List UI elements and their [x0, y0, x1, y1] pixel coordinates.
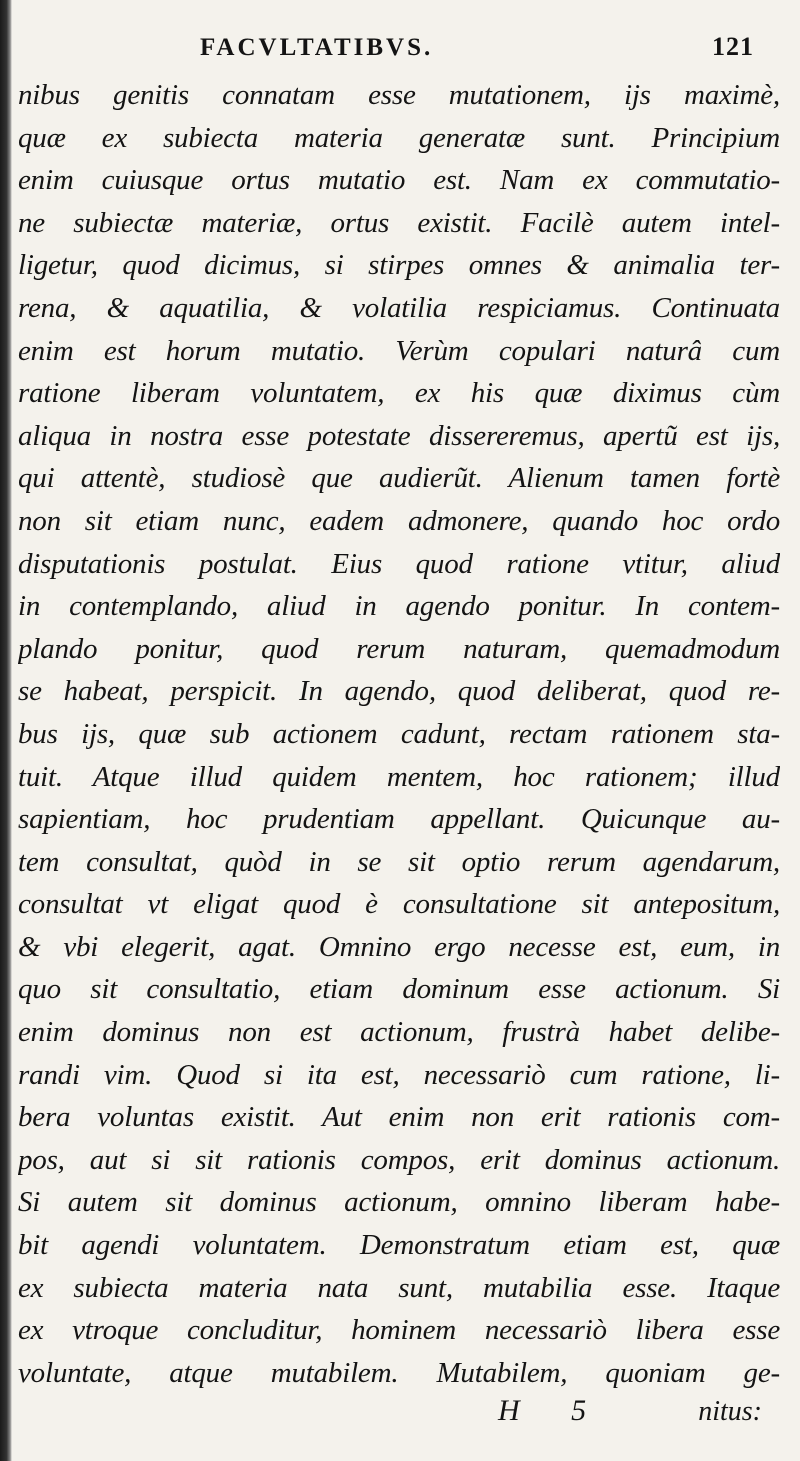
catchword: nitus:: [698, 1396, 762, 1428]
text-line: enim dominus non est actionum, frustrà habet delibe-: [18, 1016, 780, 1049]
text-line: ne subiectæ materiæ, ortus existit. Facilè autem intel-: [18, 206, 780, 239]
text-line: non sit etiam nunc, eadem admonere, quando hoc ordo: [18, 504, 780, 537]
text-line: bit agendi voluntatem. Demonstratum etiam est, quæ: [18, 1229, 780, 1262]
binding-shadow: [0, 0, 12, 1461]
text-line: tem consultat, quòd in se sit optio rerum agendarum,: [18, 845, 780, 878]
text-line: sapientiam, hoc prudentiam appellant. Quicunque au-: [18, 803, 780, 836]
text-line: randi vim. Quod si ita est, necessariò cum ratione, li-: [18, 1058, 780, 1091]
text-line: rena, & aquatilia, & volatilia respiciamus. Continuata: [18, 291, 780, 324]
signature-mark: H 5: [498, 1394, 609, 1428]
text-line: qui attentè, studiosè que audierũt. Alienum tamen fortè: [18, 462, 780, 495]
text-line: pos, aut si sit rationis compos, erit dominus actionum.: [18, 1143, 780, 1176]
text-line: consultat vt eligat quod è consultatione sit antepositum,: [18, 888, 780, 921]
text-line: enim est horum mutatio. Verùm copulari naturâ cum: [18, 334, 780, 367]
page-header: [18, 20, 780, 66]
body-text: [18, 74, 780, 1394]
text-line: plando ponitur, quod rerum naturam, quemadmodum: [18, 632, 780, 665]
text-line: nibus genitis connatam esse mutationem, ijs maximè,: [18, 79, 780, 111]
page-footer: [18, 1394, 780, 1434]
text-line: ex vtroque concluditur, hominem necessariò libera esse: [18, 1314, 780, 1347]
text-line: bera voluntas existit. Aut enim non erit rationis com-: [18, 1101, 780, 1134]
page-number: 121: [712, 32, 754, 61]
text-line: quæ ex subiecta materia generatæ sunt. Principium: [18, 121, 780, 154]
text-line: disputationis postulat. Eius quod ratione vtitur, aliud: [18, 547, 780, 580]
text-line: se habeat, perspicit. In agendo, quod deliberat, quod re-: [18, 675, 780, 708]
text-line: ratione liberam voluntatem, ex his quæ diximus cùm: [18, 377, 780, 410]
text-line: voluntate, atque mutabilem. Mutabilem, quoniam ge-: [18, 1356, 780, 1389]
text-line: Si autem sit dominus actionum, omnino liberam habe-: [18, 1186, 780, 1219]
text-line: aliqua in nostra esse potestate dissereremus, apertũ est ijs,: [18, 419, 780, 452]
text-line: & vbi elegerit, agat. Omnino ergo necesse est, eum, in: [18, 930, 780, 963]
text-line: ex subiecta materia nata sunt, mutabilia esse. Itaque: [18, 1271, 780, 1304]
running-head: FACVLTATIBVS.: [200, 34, 434, 61]
book-page: [18, 20, 780, 1445]
text-line: ligetur, quod dicimus, si stirpes omnes & animalia ter-: [18, 249, 780, 282]
text-line: quo sit consultatio, etiam dominum esse actionum. Si: [18, 973, 780, 1006]
text-line: bus ijs, quæ sub actionem cadunt, rectam rationem sta-: [18, 717, 780, 750]
text-line: enim cuiusque ortus mutatio est. Nam ex commutatio-: [18, 164, 780, 197]
text-line: tuit. Atque illud quidem mentem, hoc rationem; illud: [18, 760, 780, 793]
text-line: in contemplando, aliud in agendo ponitur. In contem-: [18, 590, 780, 623]
